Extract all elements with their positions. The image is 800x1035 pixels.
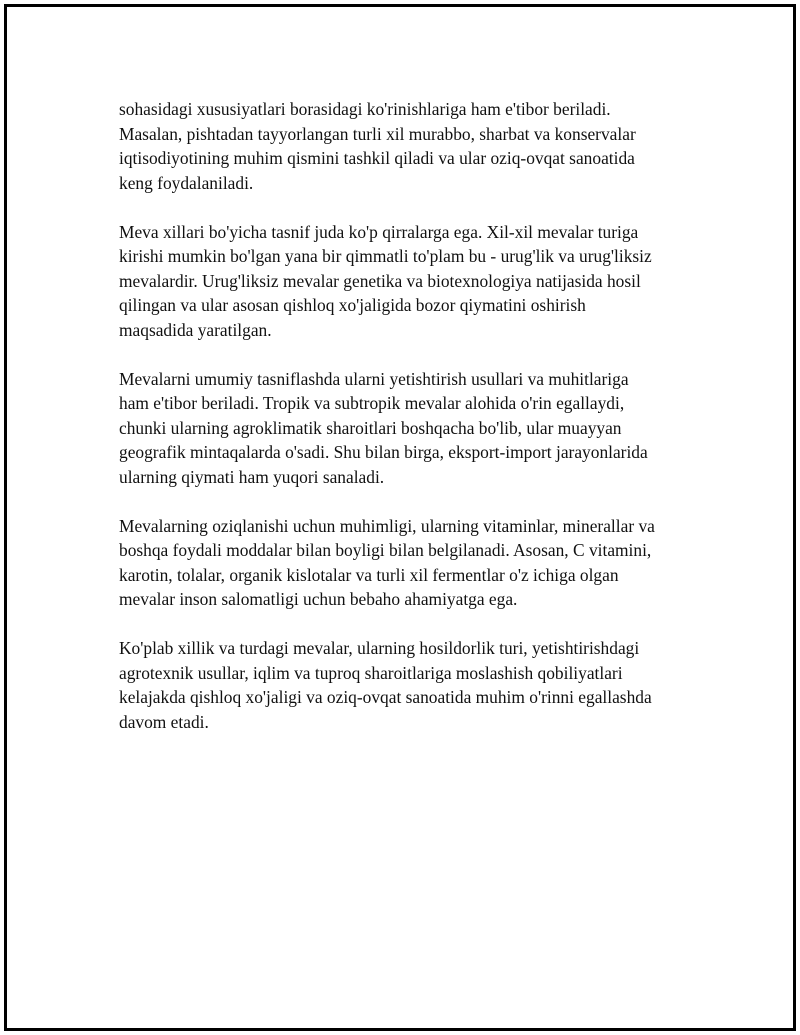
paragraph-1: sohasidagi xususiyatlari borasidagi ko'rinishlariga ham e'tibor beriladi. Masalan, pishtadan tayyorlangan turli xil murabbo, sharbat va konservalar iqtisodiyotining muhim qismini tashkil qiladi va ular oziq-ovqat sanoatida keng foydalaniladi. xyxy=(119,99,636,193)
page-frame xyxy=(4,4,796,1031)
page-content xyxy=(119,97,699,759)
paragraph-2: Meva xillari bo'yicha tasnif juda ko'p qirralarga ega. Xil-xil mevalar turiga kirishi mumkin bo'lgan yana bir qimmatli to'plam bu - urug'lik va urug'liksiz mevalardir. Urug'liksiz mevalar genetika va biotexnologiya natijasida hosil qilingan va ular asosan qishloq xo'jaligida bozor qiymatini oshirish maqsadida yaratilgan. xyxy=(119,221,652,340)
paragraph-5: Ko'plab xillik va turdagi mevalar, ularning hosildorlik turi, yetishtirishdagi agrotexnik usullar, iqlim va tuproq sharoitlariga moslashish qobiliyatlari kelajakda qishloq xo'jaligi va oziq-ovqat sanoatida muhim o'rinni egallashda davom etadi. xyxy=(119,638,652,732)
paragraph-3: Mevalarni umumiy tasniflashda ularni yetishtirish usullari va muhitlariga ham e'tibor beriladi. Tropik va subtropik mevalar alohida o'rin egallaydi, chunki ularning agroklimatik sharoitlari boshqacha bo'lib, ular muayyan geografik mintaqalarda o'sadi. Shu bilan birga, eksport-import jarayonlarida ularning qiymati ham yuqori sanaladi. xyxy=(119,368,648,487)
paragraph-4: Mevalarning oziqlanishi uchun muhimligi, ularning vitaminlar, minerallar va boshqa foydali moddalar bilan boyligi bilan belgilanadi. Asosan, C vitamini, karotin, tolalar, organik kislotalar va turli xil fermentlar o'z ichiga olgan mevalar inson salomatligi uchun bebaho ahamiyatga ega. xyxy=(119,515,655,609)
